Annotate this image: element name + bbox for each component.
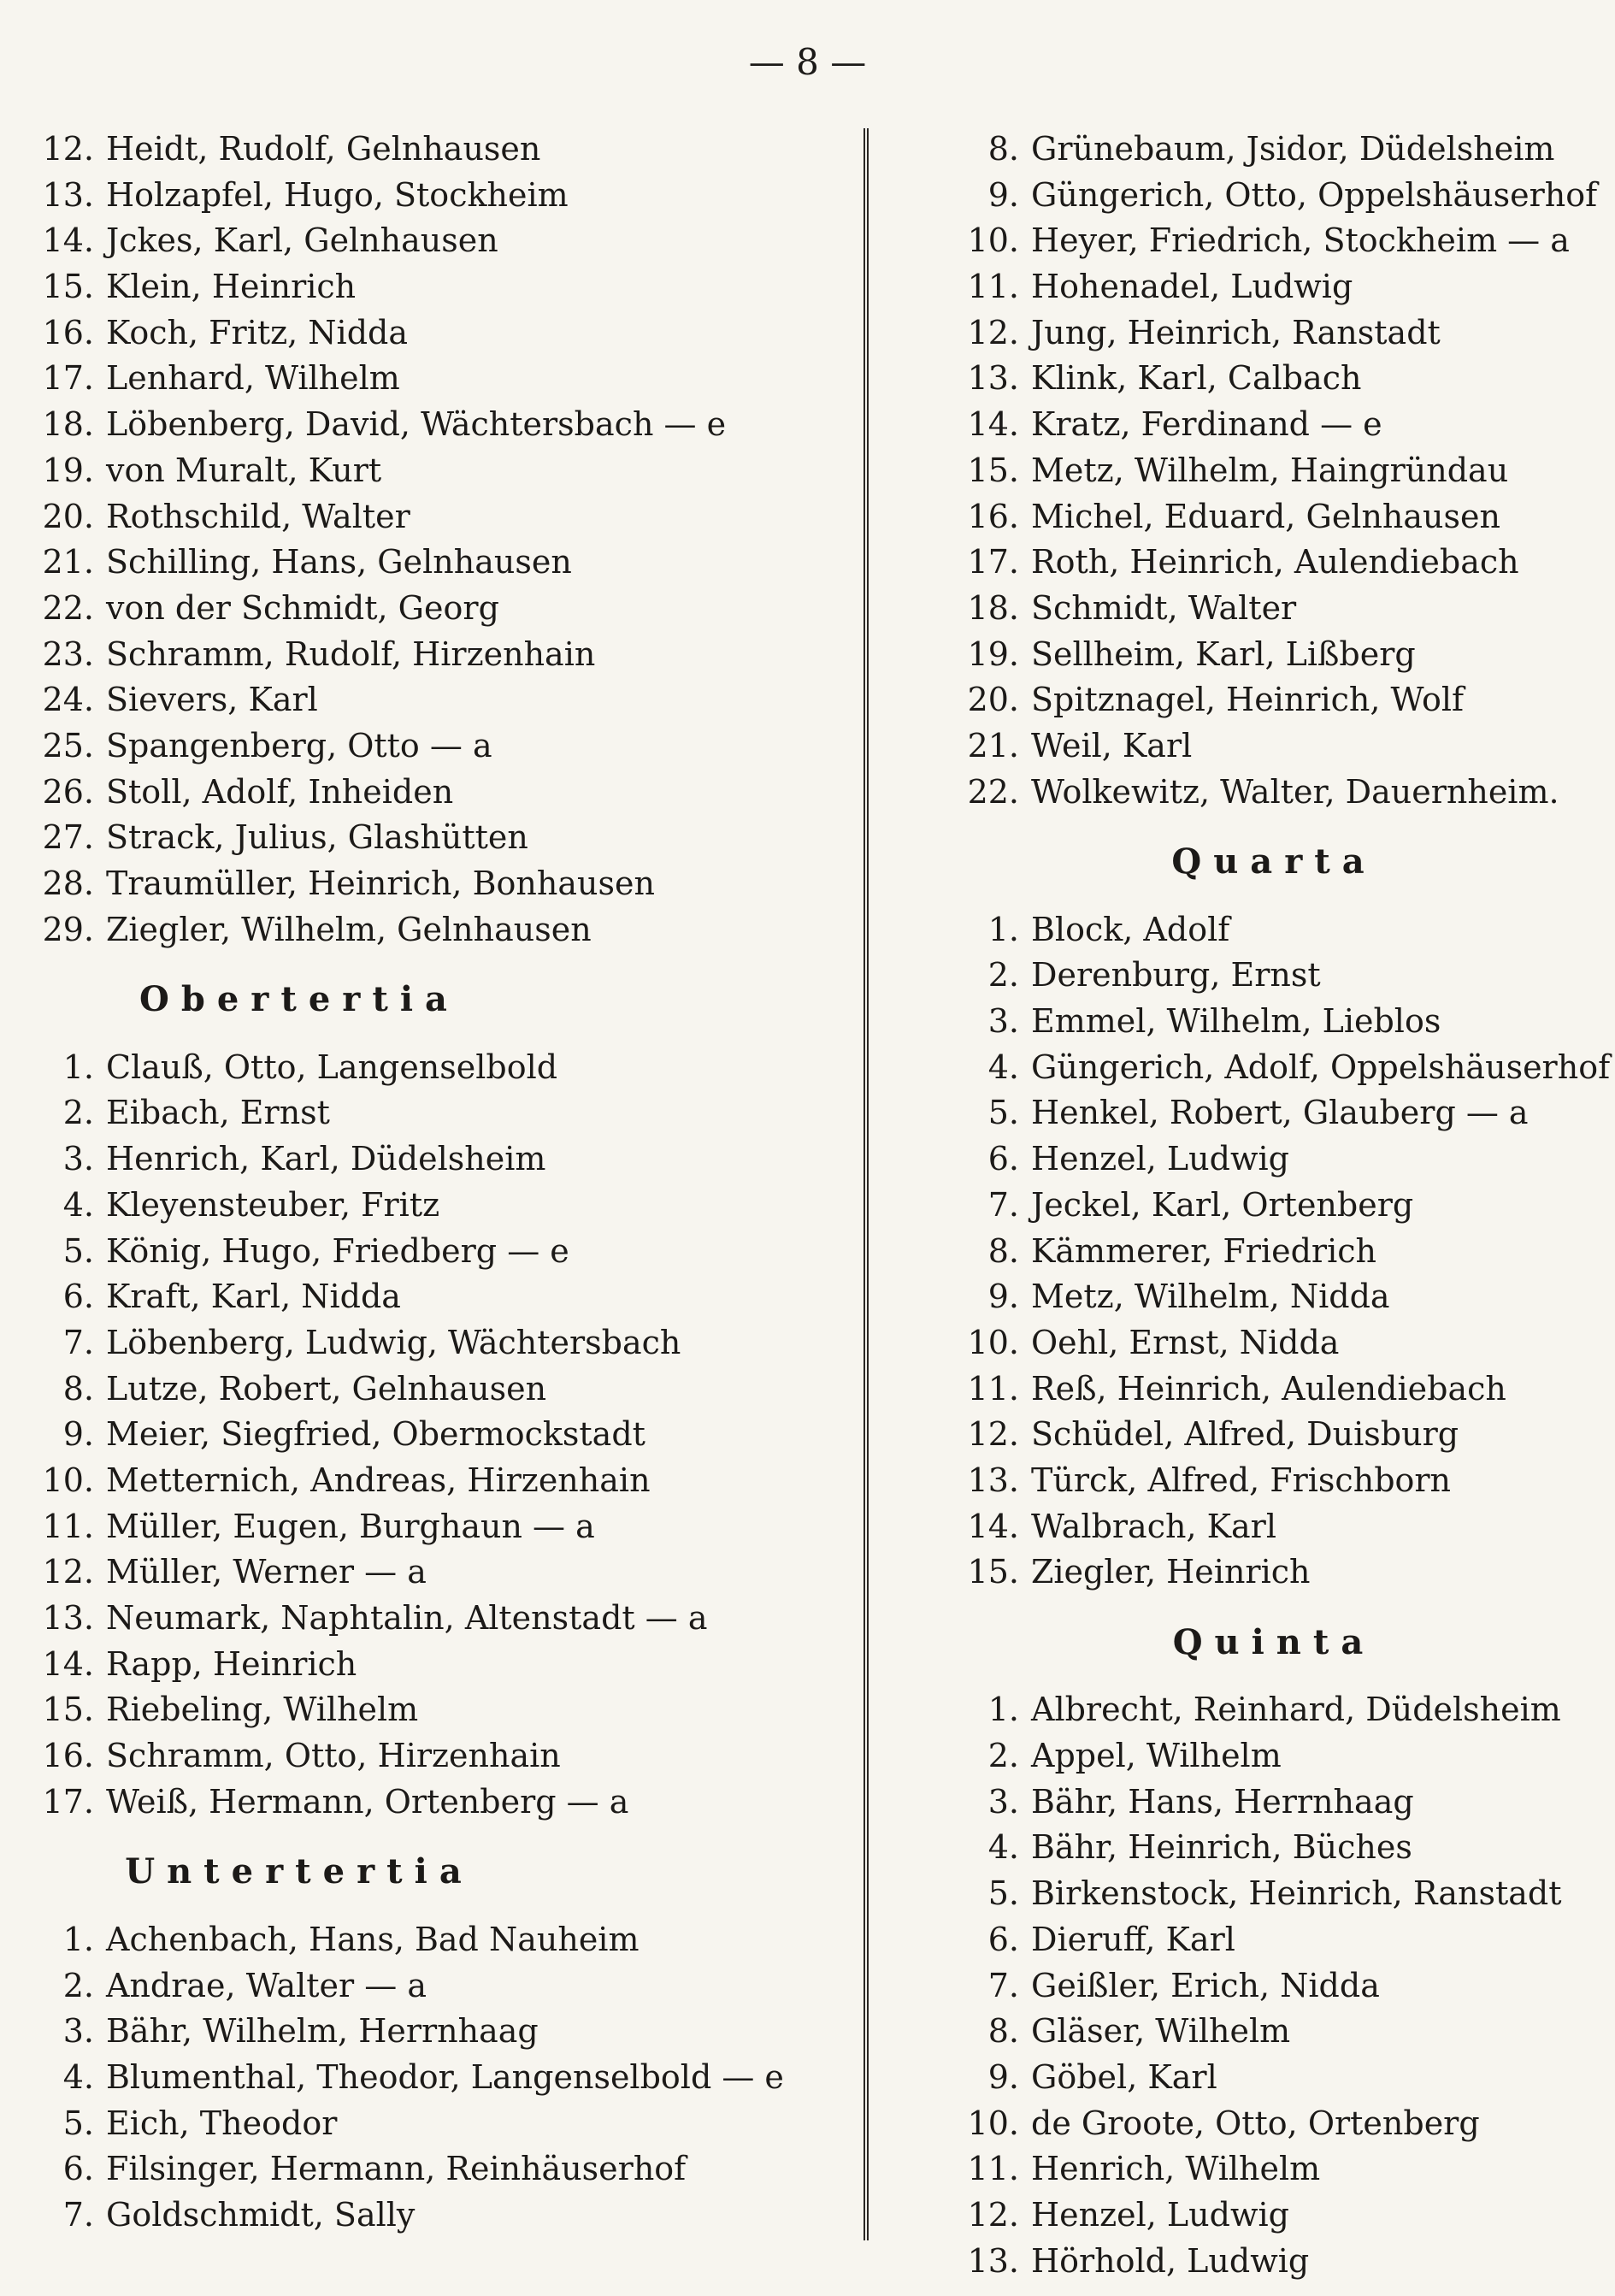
list-item-number: 2. (62, 1966, 94, 2004)
list-item (949, 1136, 1599, 1183)
list-item-text: Klink, Karl, Calbach (1031, 359, 1362, 398)
list-item (949, 723, 1599, 770)
list-item (34, 494, 846, 540)
list-item-text: Müller, Werner — a (106, 1553, 427, 1591)
list-item (34, 1090, 846, 1136)
section-heading-untertertia: Untertertia (125, 1851, 474, 1892)
list-item-text: Block, Adolf (1031, 910, 1230, 948)
list-item-text: Ziegler, Wilhelm, Gelnhausen (106, 910, 592, 948)
list-item-text: Güngerich, Adolf, Oppelshäuserhof (1031, 1048, 1611, 1086)
list-item-number: 5. (987, 1874, 1019, 1913)
list-item-number: 9. (62, 1415, 94, 1454)
list-item-text: Metz, Wilhelm, Haingründau (1031, 451, 1509, 489)
list-item-text: de Groote, Otto, Ortenberg (1031, 2104, 1480, 2142)
list-item-text: Traumüller, Heinrich, Bonhausen (106, 865, 655, 902)
list-item-text: Andrae, Walter — a (106, 1966, 427, 2004)
list-item-text: Schramm, Otto, Hirzenhain (106, 1737, 561, 1775)
list-item-number: 23. (42, 634, 94, 673)
list-item-number: 11. (967, 2150, 1019, 2188)
right-top-list (949, 127, 1599, 815)
list-item (949, 356, 1599, 402)
list-item (949, 1412, 1599, 1458)
list-item-number: 29. (42, 910, 94, 948)
list-item (949, 127, 1599, 173)
list-item-text: Henkel, Robert, Glauberg — a (1031, 1094, 1529, 1132)
list-item (949, 1229, 1599, 1275)
list-item-number: 16. (967, 497, 1019, 535)
list-item-number: 3. (62, 1140, 94, 1178)
list-item-text: Blumenthal, Theodor, Langenselbold — e (106, 2057, 784, 2096)
list-item (34, 127, 846, 173)
list-item-number: 8. (987, 1231, 1019, 1270)
list-item (34, 448, 846, 494)
list-item (34, 2009, 846, 2055)
list-item-text: Geißler, Erich, Nidda (1031, 1966, 1380, 2004)
list-item-number: 10. (967, 2104, 1019, 2142)
list-item-number: 19. (42, 451, 94, 489)
list-item-text: Reß, Heinrich, Aulendiebach (1031, 1369, 1506, 1408)
list-item-number: 22. (42, 588, 94, 627)
list-item-number: 27. (42, 818, 94, 857)
list-item-number: 10. (967, 221, 1019, 260)
list-item-text: Güngerich, Otto, Oppelshäuserhof (1031, 175, 1598, 214)
list-item (34, 677, 846, 723)
list-item-text: Weiß, Hermann, Ortenberg — a (106, 1782, 629, 1821)
list-item (34, 1642, 846, 1688)
list-item-text: Bähr, Hans, Herrnhaag (1031, 1782, 1414, 1821)
list-item-text: Stoll, Adolf, Inheiden (106, 772, 454, 811)
list-item (34, 2055, 846, 2101)
list-item-number: 7. (62, 1323, 94, 1361)
list-item (949, 402, 1599, 448)
list-item-text: Schramm, Rudolf, Hirzenhain (106, 634, 596, 673)
list-item (34, 1687, 846, 1733)
list-item (949, 632, 1599, 678)
list-item-text: Jeckel, Karl, Ortenberg (1031, 1185, 1414, 1224)
list-item-text: Walbrach, Karl (1031, 1507, 1276, 1545)
list-item-number: 19. (967, 634, 1019, 673)
list-item (949, 540, 1599, 586)
list-item-number: 3. (987, 1002, 1019, 1041)
list-item (34, 907, 846, 953)
list-item-text: Gläser, Wilhelm (1031, 2012, 1291, 2051)
list-item (34, 1780, 846, 1826)
list-item-number: 15. (42, 268, 94, 306)
list-item-text: Rothschild, Walter (106, 497, 410, 535)
list-item-text: von Muralt, Kurt (106, 451, 382, 489)
list-item (949, 1045, 1611, 1091)
column-divider (863, 128, 869, 2240)
list-item (34, 1549, 846, 1596)
list-item-text: Sellheim, Karl, Lißberg (1031, 634, 1416, 673)
obertertia-list (34, 1045, 846, 1826)
list-item-number: 21. (42, 543, 94, 581)
list-item-number: 24. (42, 681, 94, 719)
list-item-number: 14. (967, 405, 1019, 444)
list-item-text: Rapp, Heinrich (106, 1644, 357, 1683)
list-item (949, 1871, 1599, 1917)
list-item-text: Löbenberg, David, Wächtersbach — e (106, 405, 727, 444)
list-item-number: 8. (987, 130, 1019, 168)
list-item (34, 1320, 846, 1366)
list-item-text: Goldschmidt, Sally (106, 2195, 416, 2234)
list-item (34, 2101, 846, 2147)
quarta-list (949, 907, 1611, 1596)
list-item-number: 20. (42, 497, 94, 535)
list-item-number: 13. (42, 175, 94, 214)
list-item (34, 1596, 846, 1642)
list-item-text: Bähr, Wilhelm, Herrnhaag (106, 2012, 539, 2051)
list-item-text: Albrecht, Reinhard, Düdelsheim (1031, 1691, 1561, 1729)
list-item-text: Henrich, Wilhelm (1031, 2150, 1321, 2188)
list-item (34, 264, 846, 310)
list-item-number: 10. (42, 1461, 94, 1499)
list-item-number: 20. (967, 681, 1019, 719)
list-item-number: 1. (62, 1920, 94, 1958)
list-item (34, 1229, 846, 1275)
list-item (949, 770, 1599, 816)
list-item-text: Lenhard, Wilhelm (106, 359, 400, 398)
list-item-text: Michel, Eduard, Gelnhausen (1031, 497, 1500, 535)
list-item-number: 12. (967, 2195, 1019, 2234)
list-item-text: Schmidt, Walter (1031, 588, 1297, 627)
list-item-text: Dieruff, Karl (1031, 1920, 1235, 1958)
list-item (949, 1963, 1599, 2010)
list-item-text: Jckes, Karl, Gelnhausen (106, 221, 498, 260)
list-item-number: 9. (987, 2057, 1019, 2096)
list-item-number: 15. (967, 451, 1019, 489)
list-item-number: 28. (42, 865, 94, 902)
list-item (34, 218, 846, 264)
list-item (34, 356, 846, 402)
list-item-number: 3. (62, 2012, 94, 2051)
section-heading-quinta: Quinta (1172, 1622, 1376, 1663)
list-item (34, 1412, 846, 1458)
list-item (949, 2239, 1599, 2285)
list-item (949, 999, 1599, 1045)
list-item (949, 1917, 1599, 1963)
list-item-text: Lutze, Robert, Gelnhausen (106, 1369, 547, 1408)
list-item-number: 16. (42, 1737, 94, 1775)
list-item (949, 1733, 1599, 1780)
list-item-number: 17. (967, 543, 1019, 581)
list-item-number: 22. (967, 772, 1019, 811)
list-item (949, 1687, 1599, 1733)
list-item-text: Jung, Heinrich, Ranstadt (1031, 313, 1441, 351)
list-item-text: Eibach, Ernst (106, 1094, 330, 1132)
list-item (949, 1825, 1599, 1871)
list-item-text: Türck, Alfred, Frischborn (1031, 1461, 1452, 1499)
list-item-text: Koch, Fritz, Nidda (106, 313, 409, 351)
page-number: — 8 — (748, 41, 867, 83)
list-item (34, 815, 846, 861)
list-item-text: Henzel, Ludwig (1031, 1140, 1289, 1178)
list-item-number: 12. (42, 130, 94, 168)
list-item-text: Grünebaum, Jsidor, Düdelsheim (1031, 130, 1555, 168)
list-item (949, 494, 1599, 540)
list-item (34, 1183, 846, 1229)
list-item-text: Spangenberg, Otto — a (106, 726, 492, 764)
list-item-number: 6. (987, 1140, 1019, 1178)
list-item-text: Ziegler, Heinrich (1031, 1553, 1311, 1591)
list-item-text: Clauß, Otto, Langenselbold (106, 1048, 558, 1086)
list-item (34, 2193, 846, 2239)
untertertia-list (34, 1917, 846, 2239)
list-item (34, 173, 846, 219)
list-item-text: Metternich, Andreas, Hirzenhain (106, 1461, 651, 1499)
list-item (34, 1136, 846, 1183)
list-item (949, 586, 1599, 632)
list-item-text: Neumark, Naphtalin, Altenstadt — a (106, 1599, 708, 1638)
list-item-number: 26. (42, 772, 94, 811)
list-item-number: 16. (42, 313, 94, 351)
list-item-number: 12. (967, 1415, 1019, 1454)
section-heading-obertertia: Obertertia (139, 979, 459, 1020)
list-item (34, 1458, 846, 1504)
list-item-number: 1. (62, 1048, 94, 1086)
list-item-text: Hohenadel, Ludwig (1031, 268, 1353, 306)
list-item-number: 13. (967, 2241, 1019, 2280)
list-item (34, 586, 846, 632)
list-item-number: 14. (42, 221, 94, 260)
list-item-text: Holzapfel, Hugo, Stockheim (106, 175, 569, 214)
list-item-number: 2. (987, 1737, 1019, 1775)
list-item-text: Müller, Eugen, Burghaun — a (106, 1507, 595, 1545)
list-item (949, 1504, 1599, 1550)
list-item-number: 4. (62, 2057, 94, 2096)
list-item-text: Heidt, Rudolf, Gelnhausen (106, 130, 541, 168)
list-item-number: 12. (42, 1553, 94, 1591)
list-item (949, 2146, 1599, 2193)
list-item (949, 310, 1599, 357)
quinta-list (949, 1687, 1599, 2284)
list-item-number: 13. (42, 1599, 94, 1638)
list-item (949, 2009, 1599, 2055)
list-item-text: Derenburg, Ernst (1031, 956, 1321, 995)
list-item-number: 9. (987, 1278, 1019, 1316)
list-item-number: 5. (62, 2104, 94, 2142)
list-item-number: 17. (42, 359, 94, 398)
list-item-number: 2. (62, 1094, 94, 1132)
left-top-list (34, 127, 846, 953)
list-item-number: 4. (987, 1828, 1019, 1867)
list-item (949, 1274, 1599, 1320)
list-item-text: Löbenberg, Ludwig, Wächtersbach (106, 1323, 681, 1361)
list-item (949, 2193, 1599, 2239)
list-item-text: Filsinger, Hermann, Reinhäuserhof (106, 2150, 687, 2188)
list-item-text: von der Schmidt, Georg (106, 588, 499, 627)
list-item-number: 14. (42, 1644, 94, 1683)
list-item-number: 11. (42, 1507, 94, 1545)
list-item-number: 13. (967, 359, 1019, 398)
list-item-text: Meier, Siegfried, Obermockstadt (106, 1415, 645, 1454)
list-item-text: Weil, Karl (1031, 726, 1193, 764)
list-item-number: 17. (42, 1782, 94, 1821)
list-item-number: 18. (42, 405, 94, 444)
list-item-text: Achenbach, Hans, Bad Nauheim (106, 1920, 640, 1958)
list-item-number: 5. (987, 1094, 1019, 1132)
list-item (949, 173, 1599, 219)
list-item-text: Appel, Wilhelm (1031, 1737, 1282, 1775)
list-item-number: 8. (62, 1369, 94, 1408)
list-item-text: Henrich, Karl, Düdelsheim (106, 1140, 546, 1178)
list-item-number: 4. (987, 1048, 1019, 1086)
list-item-text: Birkenstock, Heinrich, Ranstadt (1031, 1874, 1562, 1913)
list-item-text: Roth, Heinrich, Aulendiebach (1031, 543, 1519, 581)
list-item-text: Kämmerer, Friedrich (1031, 1231, 1376, 1270)
list-item-number: 7. (987, 1185, 1019, 1224)
list-item (34, 770, 846, 816)
list-item (34, 1917, 846, 1963)
list-item-number: 11. (967, 1369, 1019, 1408)
list-item (34, 861, 846, 907)
list-item-number: 12. (967, 313, 1019, 351)
list-item-text: Oehl, Ernst, Nidda (1031, 1323, 1340, 1361)
list-item (949, 953, 1599, 999)
list-item-number: 15. (42, 1691, 94, 1729)
list-item (949, 264, 1599, 310)
list-item-number: 7. (987, 1966, 1019, 2004)
list-item-text: Bähr, Heinrich, Büches (1031, 1828, 1412, 1867)
list-item-number: 6. (62, 1278, 94, 1316)
list-item (949, 907, 1599, 953)
list-item (34, 632, 846, 678)
list-item-number: 9. (987, 175, 1019, 214)
list-item-text: Eich, Theodor (106, 2104, 338, 2142)
list-item (34, 2146, 846, 2193)
list-item-number: 25. (42, 726, 94, 764)
list-item-text: Göbel, Karl (1031, 2057, 1217, 2096)
list-item (949, 2101, 1599, 2147)
list-item (949, 1549, 1599, 1596)
list-item (34, 402, 846, 448)
list-item (949, 1366, 1599, 1413)
list-item-text: Spitznagel, Heinrich, Wolf (1031, 681, 1465, 719)
list-item-number: 10. (967, 1323, 1019, 1361)
list-item-text: Kleyensteuber, Fritz (106, 1185, 440, 1224)
list-item (949, 1183, 1599, 1229)
list-item-text: Metz, Wilhelm, Nidda (1031, 1278, 1390, 1316)
list-item (949, 448, 1599, 494)
list-item-text: Kraft, Karl, Nidda (106, 1278, 401, 1316)
list-item-text: Schüdel, Alfred, Duisburg (1031, 1415, 1459, 1454)
section-heading-quarta: Quarta (1171, 841, 1376, 882)
list-item-text: Riebeling, Wilhelm (106, 1691, 419, 1729)
list-item-text: Strack, Julius, Glashütten (106, 818, 528, 857)
list-item (34, 1733, 846, 1780)
list-item (34, 310, 846, 357)
list-item-text: Hörhold, Ludwig (1031, 2241, 1310, 2280)
list-item (949, 2055, 1599, 2101)
list-item (34, 723, 846, 770)
list-item (949, 1090, 1599, 1136)
list-item (34, 540, 846, 586)
list-item-text: Emmel, Wilhelm, Lieblos (1031, 1002, 1441, 1041)
list-item (949, 1320, 1599, 1366)
list-item-number: 21. (967, 726, 1019, 764)
list-item-text: Henzel, Ludwig (1031, 2195, 1289, 2234)
list-item-text: Schilling, Hans, Gelnhausen (106, 543, 572, 581)
list-item (34, 1274, 846, 1320)
list-item-text: Sievers, Karl (106, 681, 318, 719)
list-item (34, 1963, 846, 2010)
list-item-number: 3. (987, 1782, 1019, 1821)
list-item-number: 6. (62, 2150, 94, 2188)
list-item (949, 1458, 1599, 1504)
list-item-number: 8. (987, 2012, 1019, 2051)
list-item-number: 7. (62, 2195, 94, 2234)
list-item-text: Klein, Heinrich (106, 268, 357, 306)
list-item (34, 1504, 846, 1550)
list-item-text: Heyer, Friedrich, Stockheim — a (1031, 221, 1570, 260)
list-item (34, 1366, 846, 1413)
list-item-number: 4. (62, 1185, 94, 1224)
right-column (949, 127, 1611, 2284)
list-item-text: König, Hugo, Friedberg — e (106, 1231, 569, 1270)
list-item (949, 677, 1599, 723)
list-item (949, 1780, 1599, 1826)
list-item-number: 1. (987, 910, 1019, 948)
list-item-number: 18. (967, 588, 1019, 627)
list-item-number: 6. (987, 1920, 1019, 1958)
list-item-number: 14. (967, 1507, 1019, 1545)
list-item (949, 218, 1599, 264)
list-item-number: 11. (967, 268, 1019, 306)
list-item (34, 1045, 846, 1091)
list-item-text: Kratz, Ferdinand — e (1031, 405, 1382, 444)
list-item-number: 1. (987, 1691, 1019, 1729)
list-item-text: Wolkewitz, Walter, Dauernheim. (1031, 772, 1559, 811)
list-item-number: 15. (967, 1553, 1019, 1591)
list-item-number: 2. (987, 956, 1019, 995)
list-item-number: 13. (967, 1461, 1019, 1499)
left-column (34, 127, 846, 2239)
list-item-number: 5. (62, 1231, 94, 1270)
